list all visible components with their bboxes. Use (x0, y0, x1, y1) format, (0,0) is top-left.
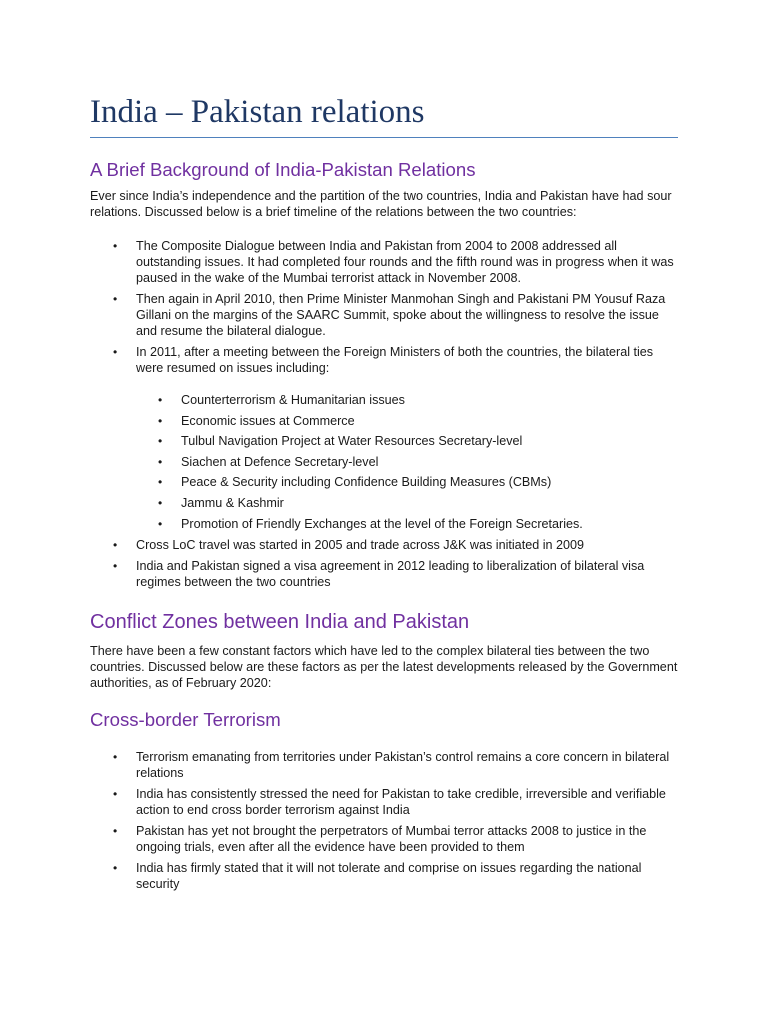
list-item: • India has firmly stated that it will not tolerate and comprise on issues regarding the national security (136, 860, 678, 892)
background-bullet-list-continued (136, 537, 678, 595)
list-item: • In 2011, after a meeting between the Foreign Ministers of both the countries, the bilateral ties were resumed on issues including: (136, 344, 678, 376)
list-item: • Counterterrorism & Humanitarian issues (181, 392, 678, 408)
document-title: India – Pakistan relations (90, 94, 425, 130)
title-underline (90, 137, 678, 138)
list-item: • Tulbul Navigation Project at Water Resources Secretary-level (181, 433, 678, 449)
background-heading: A Brief Background of India-Pakistan Relations (90, 159, 476, 180)
list-item: • Promotion of Friendly Exchanges at the level of the Foreign Secretaries. (181, 516, 678, 532)
list-item: • Peace & Security including Confidence Building Measures (CBMs) (181, 474, 678, 490)
list-item: • Jammu & Kashmir (181, 495, 678, 511)
background-bullet-list (136, 238, 678, 381)
issues-sub-list (181, 392, 678, 536)
terrorism-heading: Cross-border Terrorism (90, 709, 281, 730)
list-item: • India has consistently stressed the need for Pakistan to take credible, irreversible and verifiable action to end cross border terrorism against India (136, 786, 678, 818)
conflict-heading: Conflict Zones between India and Pakistan (90, 611, 470, 633)
conflict-intro: There have been a few constant factors which have led to the complex bilateral ties between the two countries. Discussed below are these factors as per the latest developments released by the Government authorities, as of February 2020: (90, 644, 678, 690)
list-item: • Siachen at Defence Secretary-level (181, 454, 678, 470)
list-item: • The Composite Dialogue between India and Pakistan from 2004 to 2008 addressed all outstanding issues. It had completed four rounds and the fifth round was in progress when it was paused in the wake of the Mumbai terrorist attack in November 2008. (136, 238, 678, 286)
list-item: • Then again in April 2010, then Prime Minister Manmohan Singh and Pakistani PM Yousuf Raza Gillani on the margins of the SAARC Summit, spoke about the willingness to resolve the issue and resume the bilateral dialogue. (136, 291, 678, 339)
terrorism-bullet-list (136, 749, 678, 897)
list-item: • Economic issues at Commerce (181, 413, 678, 429)
list-item: • Terrorism emanating from territories under Pakistan’s control remains a core concern in bilateral relations (136, 749, 678, 781)
background-intro: Ever since India’s independence and the partition of the two countries, India and Pakistan have had sour relations. Discussed below is a brief timeline of the relations between the two countries: (90, 189, 672, 219)
list-item: • India and Pakistan signed a visa agreement in 2012 leading to liberalization of bilateral visa regimes between the two countries (136, 558, 678, 590)
list-item: • Pakistan has yet not brought the perpetrators of Mumbai terror attacks 2008 to justice in the ongoing trials, even after all the evidence have been provided to them (136, 823, 678, 855)
list-item: • Cross LoC travel was started in 2005 and trade across J&K was initiated in 2009 (136, 537, 678, 553)
